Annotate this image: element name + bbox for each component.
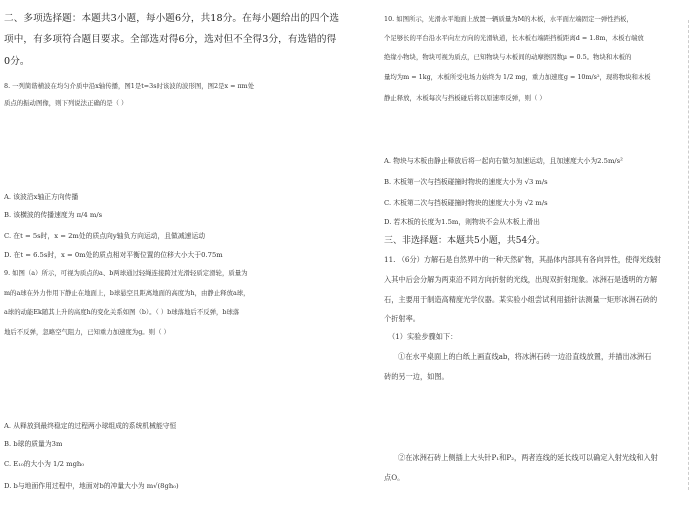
- q8-option-b[interactable]: B. 该横波的传播速度为 π/4 m/s: [4, 211, 103, 219]
- q9-stem-line-2: m的a球在外力作用下静止在地面上，b球悬空且距离地面的高度为h，由静止释放a球，: [4, 289, 250, 297]
- q9-option-b[interactable]: B. b球的质量为3m: [4, 440, 63, 448]
- q11-step1-line-2: 砖的另一边，如图。: [384, 372, 449, 381]
- section2-line-2: 项中，有多项符合题目要求。全部选对得6分，选对但不全得3分，有选错的得: [4, 34, 337, 45]
- q8-stem-line-2: 质点的振动图像，则下列说法正确的是（ ）: [4, 99, 128, 107]
- q9-option-d[interactable]: D. b与地面作用过程中，地面对b的冲量大小为 m√(8gh₀): [4, 482, 179, 490]
- q9-option-c[interactable]: C. E₁₀的大小为 1/2 mgh₀: [4, 460, 85, 468]
- q11-step1-line-1: ①在水平桌面上的白纸上画直线ab，将冰洲石砖一边沿直线放置，并描出冰洲石: [398, 352, 652, 361]
- q11-step-title: （1）实验步骤如下：: [388, 332, 458, 341]
- q9-option-a[interactable]: A. 从释放到最终稳定的过程两小球组成的系统机械能守恒: [4, 422, 177, 430]
- q11-stem-line-2: 入其中后会分解为两束沿不同方向折射的光线，出现双折射现象。冰洲石是透明的方解: [384, 275, 658, 284]
- q10-option-c[interactable]: C. 木板第二次与挡板碰撞时物块的速度大小为 √2 m/s: [384, 199, 548, 207]
- q10-stem-line-3: 绝缘小物块，物块可视为质点，已知物块与木板间的动摩擦因数μ = 0.5。物块和木板的: [384, 53, 632, 61]
- q11-stem-line-1: 11. （6分）方解石是自然界中的一种天然矿物，其晶体内部具有各向异性，使得光线射: [384, 255, 662, 264]
- page-edge-divider: [688, 20, 693, 490]
- q11-stem-line-3: 石，主要用于制造高精度光学仪器。某实验小组尝试利用插针法测量一矩形冰洲石砖的: [384, 295, 658, 304]
- q10-stem-line-1: 10. 如图所示，光滑水平地面上放置一辆质量为M的木板，水平面左端固定一弹性挡板，: [384, 15, 633, 23]
- q11-step2-line-2: 点O。: [384, 473, 405, 482]
- q9-stem-line-4: 地后不反弹，忽略空气阻力，已知重力加速度为g。则（ ）: [4, 328, 170, 336]
- q10-option-b[interactable]: B. 木板第一次与挡板碰撞时物块的速度大小为 √3 m/s: [384, 178, 548, 186]
- section2-line-3: 0分。: [4, 56, 30, 67]
- q10-stem-line-5: 静止释放，木板每次与挡板碰后将以原速率反弹，则（ ）: [384, 94, 546, 102]
- q8-stem-line-1: 8. 一列简谐横波在均匀介质中沿x轴传播，图1是t=3s时该波的波形图，图2是x = πm处: [4, 82, 255, 90]
- q8-option-d[interactable]: D. 在t = 6.5s时，x = 0m处的质点相对平衡位置的位移大小大于0.75m: [4, 251, 223, 259]
- section3-heading: 三、非选择题：本题共5小题，共54分。: [384, 236, 546, 246]
- q9-stem-line-3: a球的动能Ek随其上升的高度h的变化关系如图（b）。（ ）b球落地后不反弹，b球落: [4, 308, 240, 316]
- q10-option-a[interactable]: A. 物块与木板由静止释放后将一起向右做匀加速运动，且加速度大小为2.5m/s²: [384, 157, 623, 165]
- q10-stem-line-2: 个足够长的平台沿水平向左方向的光滑轨道，长木板右端距挡板距离d = 1.8m，木板右端放: [384, 34, 644, 42]
- q11-step2-line-1: ②在冰洲石砖上侧插上大头针P₁和P₂，两者连线的延长线可以确定入射光线和入射: [398, 453, 658, 462]
- q11-stem-line-4: 个折射率。: [384, 314, 420, 323]
- section2-line-1: 二、多项选择题：本题共3小题，每小题6分，共18分。在每小题给出的四个选: [4, 13, 340, 24]
- q8-option-c[interactable]: C. 在t = 5s时，x = 2m处的质点向y轴负方向运动，且做减速运动: [4, 232, 206, 240]
- q10-stem-line-4: 量均为m = 1kg，木板所受电场力始终为 1/2 mg，重力加速度g = 10m/s²，现将物块和木板: [384, 73, 651, 81]
- q10-option-d[interactable]: D. 若木板的长度为1.5m，则物块不会从木板上滑出: [384, 218, 540, 226]
- q9-stem-line-1: 9. 如图（a）所示，可视为质点的a、b两球通过轻绳连接跨过光滑轻质定滑轮，质量为: [4, 269, 248, 277]
- q8-option-a[interactable]: A. 该波沿x轴正方向传播: [4, 193, 79, 201]
